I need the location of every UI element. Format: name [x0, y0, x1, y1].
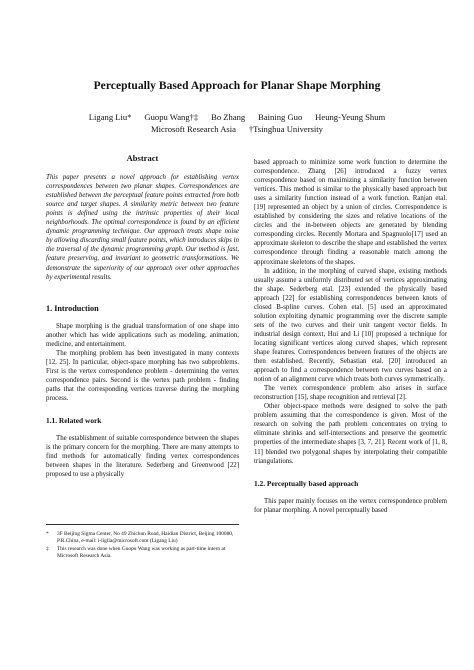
intro-paragraph-2: The morphing problem has been investigated in many contexts [12, 25]. In particular, object-space morphing has two subproblems. First is the vertex correspondence problem - determining the vertex correspondence pairs. Second is the vertex path problem - finding paths that the corresponding vertices traverse during the morphing process.	[46, 349, 239, 403]
left-column	[46, 154, 239, 479]
footnote-mark: *	[46, 531, 49, 537]
footnotes	[46, 524, 239, 561]
footnote-intern	[46, 546, 239, 560]
footnote-text: 3F Beijing Sigma Center, No 49 Zhichun Road, Haidian District, Beijing 100080, P.R.China, e-mail: i-liglia@microsoft.com (Ligang Liu)	[57, 531, 234, 545]
author-affiliations: Microsoft Research Asia †Tsinghua University	[151, 124, 323, 134]
related-work-paragraph: The establishment of suitable correspondence between the shapes is the primary concern for the morphing. There are many attempts to find methods for automatically finding vertex correspondences between shapes in the literature. Sederberg and Greenwood [22] proposed to use a physically	[46, 435, 239, 479]
abstract-text: This paper presents a novel approach for establishing vertex correspondences between two planar shapes. Correspondences are established between the perceptual feature points extracted from both source and target shapes. A similarity metric between two feature points is defined using the intrinsic properties of their local neighborhoods. The optimal correspondence is found by an efficient dynamic programming technique. Our approach treats shape noise by allowing discarding small feature points, which introduces skips in the traversal of the dynamic programming graph. Our method is fast, feature preserving, and invariant to geometric transformations. We demonstrate the superiority of our approach over other approaches by experimental results.	[46, 174, 239, 281]
right-paragraph-3: The vertex correspondence problem also arises in surface reconstruction [15], shape recognition and retrieval [2].	[254, 385, 447, 402]
right-paragraph-2: In addition, in the morphing of curved shape, existing methods usually assume a uniformly distributed set of vertices approximating the shape. Sederberg etal. [23] extended the physically based approach [22] for establishing correspondences between knots of closed B-spline curves. Cohen etal. [5] used an approximated solution exploiting dynamic programming over the discrete sample sets of the two curves and their unit tangent vector fields. In industrial design context, Hui and Li [10] proposed a technique for locating significant vertices along curved shapes, which represent shape features. Correspondences between features of the objects are then established. Recently, Sebastian etal. [20] introduced an approach to find a correspondence between two curves based on a notion of an alignment curve which treats both curves symmetrically.	[254, 267, 447, 384]
paper-title: Perceptually Based Approach for Planar Shape Morphing	[93, 80, 381, 92]
right-paragraph-4: Other object-space methods were designed to solve the path problem assuming that the correspondence is given. Most of the research on solving the path problem concentrates on trying to eliminate shrinks and self-intersections and preserve the geometric properties of the intermediate shapes [3, 7, 21]. Recent work of [1, 8, 11] blended two polygonal shapes by interpolating their compatible triangulations.	[254, 403, 447, 465]
footnote-affiliation	[46, 531, 239, 545]
section-related-work-heading: 1.1. Related work	[46, 416, 102, 426]
author-block	[0, 111, 474, 135]
right-paragraph-1: based approach to minimize some work function to determine the correspondence. Zhang [26] introduced a fuzzy vertex correspondence based on maximizing a similarity function between vertices. This method is similar to the physically based approach but uses a similarity function instead of a work function. Ranjan etal. [19] represented an object by a union of circles. Correspondence is established by considering the sizes and relative locations of the circles and the in-between objects are generated by blending corresponding circles. Recently Mortara and Spagnuolo[17] used an approximate skeleton to describe the shape and established the vertex correspondence through finding a reasonable match among the approximate skeletons of the shapes.	[254, 159, 447, 266]
right-column	[254, 158, 447, 515]
intro-paragraph-1: Shape morphing is the gradual transformation of one shape into another which has wide applications such as modeling, animation, medicine, and entertainment.	[46, 322, 239, 348]
footnote-text: This research was done when Guopu Wang was working as part-time intern at Microsoft Research Asia.	[57, 546, 226, 560]
abstract-heading: Abstract	[126, 153, 159, 163]
footnote-mark: ‡	[46, 546, 49, 553]
right-paragraph-5: This paper mainly focuses on the vertex correspondence problem for planar morphing. A novel perceptually based	[254, 497, 447, 514]
author-names: Ligang Liu* Guopu Wang†‡ Bo Zhang Baining Guo Heung-Yeung Shum	[88, 112, 386, 122]
section-introduction-heading: 1. Introduction	[46, 303, 99, 313]
section-perceptual-heading: 1.2. Perceptually based approach	[254, 478, 359, 488]
